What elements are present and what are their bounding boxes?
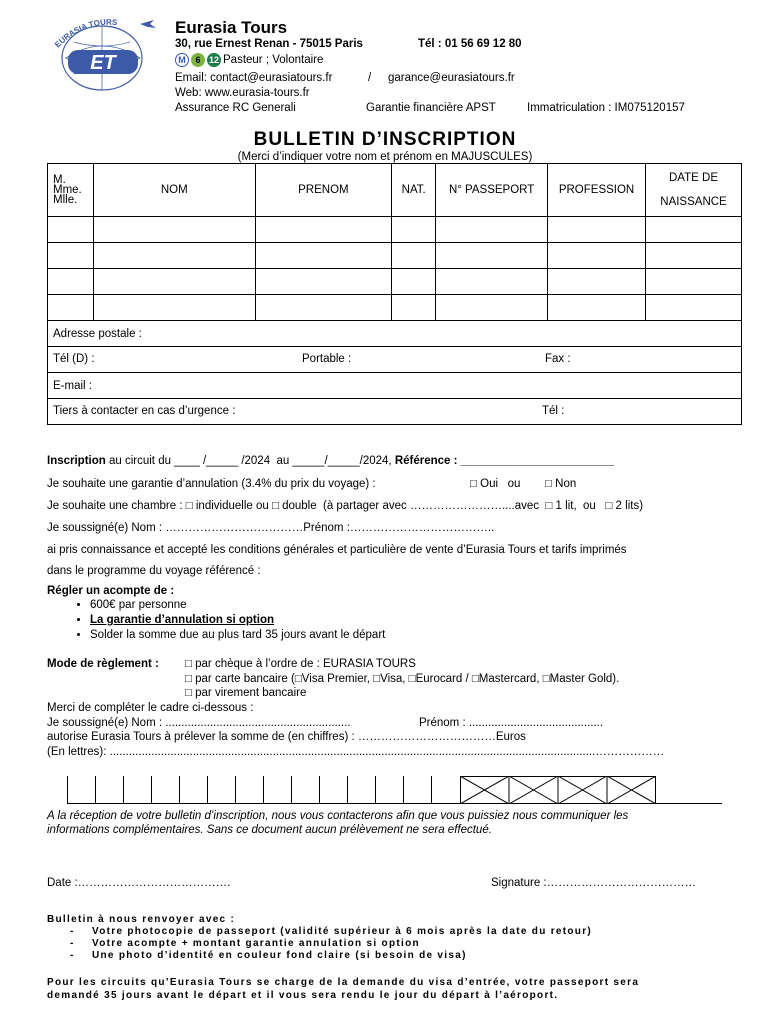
notice-text-2: informations complémentaires. Sans ce document aucun prélèvement ne sera effectué. xyxy=(47,824,492,836)
deposit-item: • 600€ par personne xyxy=(90,598,385,613)
cell[interactable] xyxy=(392,217,436,243)
cell[interactable] xyxy=(436,269,548,295)
civility-mlle: Mlle. xyxy=(53,194,78,206)
emergency-tel-label: Tél : xyxy=(542,404,565,417)
cell[interactable] xyxy=(48,243,94,269)
cell[interactable] xyxy=(255,217,392,243)
cancellation-question: Je souhaite une garantie d’annulation (3.4% du prix du voyage) : xyxy=(47,478,376,490)
complete-box-text: Merci de compléter le cadre ci-dessous : xyxy=(47,702,254,714)
auth-name-field[interactable]: Je soussigné(e) Nom : .......................................................... xyxy=(47,717,351,729)
fax-label: Fax : xyxy=(545,352,571,365)
emergency-field[interactable] xyxy=(48,399,742,425)
visa-notice-2: demandé 35 jours avant le départ et il vous sera rendu le jour du départ à l’aéroport. xyxy=(47,990,559,1001)
cell[interactable] xyxy=(48,295,94,321)
crossed-boxes xyxy=(460,776,656,804)
dob-line-1: DATE DE xyxy=(669,172,718,184)
signed-name-line[interactable]: Je soussigné(e) Nom : ………………………………Prénom :……………………………….. xyxy=(47,522,495,534)
deposit-title: Régler un acompte de : xyxy=(47,585,175,597)
cell[interactable] xyxy=(548,295,646,321)
cell[interactable] xyxy=(392,243,436,269)
cell[interactable] xyxy=(93,243,255,269)
cell[interactable] xyxy=(392,295,436,321)
inscription-label: Inscription xyxy=(47,455,106,467)
civility-mme: Mme. xyxy=(53,184,82,196)
cell[interactable] xyxy=(548,269,646,295)
profession-header: PROFESSION xyxy=(548,164,646,217)
cell[interactable] xyxy=(436,295,548,321)
company-address: 30, rue Ernest Renan - 75015 Paris xyxy=(175,38,363,50)
nom-header: NOM xyxy=(93,164,255,217)
metro-line-6-icon: 6 xyxy=(191,53,205,67)
return-title: Bulletin à nous renvoyer avec : xyxy=(47,914,236,925)
cell[interactable] xyxy=(436,217,548,243)
cancellation-yes-checkbox[interactable]: □ Oui ou xyxy=(470,478,521,490)
signature-field[interactable]: Signature :………………………………… xyxy=(491,877,697,889)
table-row[interactable] xyxy=(48,243,742,269)
insurance-info: Assurance RC Generali xyxy=(175,102,296,114)
registration-info: Immatriculation : IM075120157 xyxy=(527,102,685,114)
tel-d-label: Tél (D) : xyxy=(53,352,95,365)
cancellation-no-checkbox[interactable]: □ Non xyxy=(545,478,577,490)
return-dash: - xyxy=(70,938,75,949)
deposit-list xyxy=(70,598,385,643)
company-email-2: garance@eurasiatours.fr xyxy=(388,72,515,84)
phone-fields[interactable] xyxy=(48,347,742,373)
logo-text-top: EURASIA TOURS xyxy=(53,17,118,50)
dob-line-2: NAISSANCE xyxy=(660,196,727,208)
return-dash: - xyxy=(70,950,75,961)
notice-text-1: A la réception de votre bulletin d’inscription, nous vous contacterons afin que vous puissiez nous communiquer les xyxy=(47,810,629,822)
cell[interactable] xyxy=(436,243,548,269)
company-email: Email: contact@eurasiatours.fr xyxy=(175,72,333,84)
payment-label: Mode de règlement : xyxy=(47,658,159,670)
conditions-text-1: ai pris connaissance et accepté les conditions générales et particulière de vente d’Eurasia Tours et tarifs imprimés xyxy=(47,544,627,556)
cell[interactable] xyxy=(646,269,742,295)
inscription-line[interactable] xyxy=(47,454,614,468)
cell[interactable] xyxy=(48,217,94,243)
table-row[interactable] xyxy=(48,269,742,295)
deposit-item: • La garantie d’annulation si option xyxy=(90,613,385,628)
reference-label: Référence : ________________________ xyxy=(394,455,615,467)
auth-letters-field[interactable]: (En lettres): ........................................................................................................................................................……………… xyxy=(47,746,665,758)
cell[interactable] xyxy=(255,269,392,295)
auth-amount-field[interactable]: autorise Eurasia Tours à prélever la somme de (en chiffres) : ………………………………Euros xyxy=(47,731,526,743)
civility-m: M. xyxy=(53,174,66,186)
inscription-dates: au circuit du ____ /_____ /2024 au _____/_____/2024, xyxy=(105,455,395,467)
metro-icon: M xyxy=(175,53,189,67)
metro-stations: Pasteur ; Volontaire xyxy=(223,54,324,66)
civility-header xyxy=(48,164,94,217)
email-separator: / xyxy=(368,72,372,84)
company-logo xyxy=(44,14,166,94)
passport-header: N° PASSEPORT xyxy=(436,164,548,217)
cell[interactable] xyxy=(255,243,392,269)
payment-transfer-option[interactable]: □ par virement bancaire xyxy=(185,687,307,699)
nat-header: NAT. xyxy=(392,164,436,217)
metro-line-12-icon: 12 xyxy=(208,55,219,65)
cell[interactable] xyxy=(548,243,646,269)
cell[interactable] xyxy=(392,269,436,295)
guarantee-info: Garantie financière APST xyxy=(366,102,496,114)
company-name: Eurasia Tours xyxy=(175,18,288,37)
visa-notice-1: Pour les circuits qu’Eurasia Tours se charge de la demande du visa d’entrée, votre passeport sera xyxy=(47,977,640,988)
metro-info xyxy=(175,53,323,67)
address-field[interactable]: Adresse postale : xyxy=(48,321,742,347)
return-item: Votre photocopie de passeport (validité supérieur à 6 mois après la date du retour) xyxy=(92,926,593,937)
emergency-label: Tiers à contacter en cas d’urgence : xyxy=(53,404,236,417)
cell[interactable] xyxy=(646,295,742,321)
cell[interactable] xyxy=(646,217,742,243)
logo-text-center: ET xyxy=(90,52,116,74)
company-phone: Tél : 01 56 69 12 80 xyxy=(418,38,522,50)
auth-firstname-field[interactable]: Prénom : .......................................... xyxy=(419,717,604,729)
table-header-row xyxy=(48,164,742,217)
cell[interactable] xyxy=(93,269,255,295)
deposit-item: • Solder la somme due au plus tard 35 jours avant le départ xyxy=(90,628,385,643)
conditions-text-2: dans le programme du voyage référencé : xyxy=(47,565,261,577)
room-choice[interactable]: Je souhaite une chambre : □ individuelle ou □ double (à partager avec ……………………....avec □ 1 lit, ou □ 2 lits) xyxy=(47,500,644,512)
cell[interactable] xyxy=(93,217,255,243)
return-item: Une photo d’identité en couleur fond claire (si besoin de visa) xyxy=(92,950,467,961)
return-dash: - xyxy=(70,926,75,937)
table-row[interactable] xyxy=(48,217,742,243)
page-subtitle: (Merci d’indiquer votre nom et prénom en MAJUSCULES) xyxy=(237,151,533,163)
email-field[interactable]: E-mail : xyxy=(48,373,742,399)
payment-cheque-option[interactable]: □ par chèque à l’ordre de : EURASIA TOURS xyxy=(185,658,416,670)
prenom-header: PRENOM xyxy=(255,164,392,217)
page-title: BULLETIN D’INSCRIPTION xyxy=(253,129,517,150)
payment-card-option[interactable]: □ par carte bancaire (□Visa Premier, □Visa, □Eurocard / □Mastercard, □Master Gold). xyxy=(185,673,620,685)
cell[interactable] xyxy=(93,295,255,321)
cell[interactable] xyxy=(548,217,646,243)
table-row[interactable] xyxy=(48,295,742,321)
cell[interactable] xyxy=(255,295,392,321)
return-item: Votre acompte + montant garantie annulation si option xyxy=(92,938,420,949)
date-field[interactable]: Date :…………………………………. xyxy=(47,877,231,889)
mobile-label: Portable : xyxy=(302,352,352,365)
participants-table xyxy=(47,163,742,425)
cell[interactable] xyxy=(646,243,742,269)
dob-header xyxy=(646,164,742,217)
company-website: Web: www.eurasia-tours.fr xyxy=(175,87,310,99)
cell[interactable] xyxy=(48,269,94,295)
